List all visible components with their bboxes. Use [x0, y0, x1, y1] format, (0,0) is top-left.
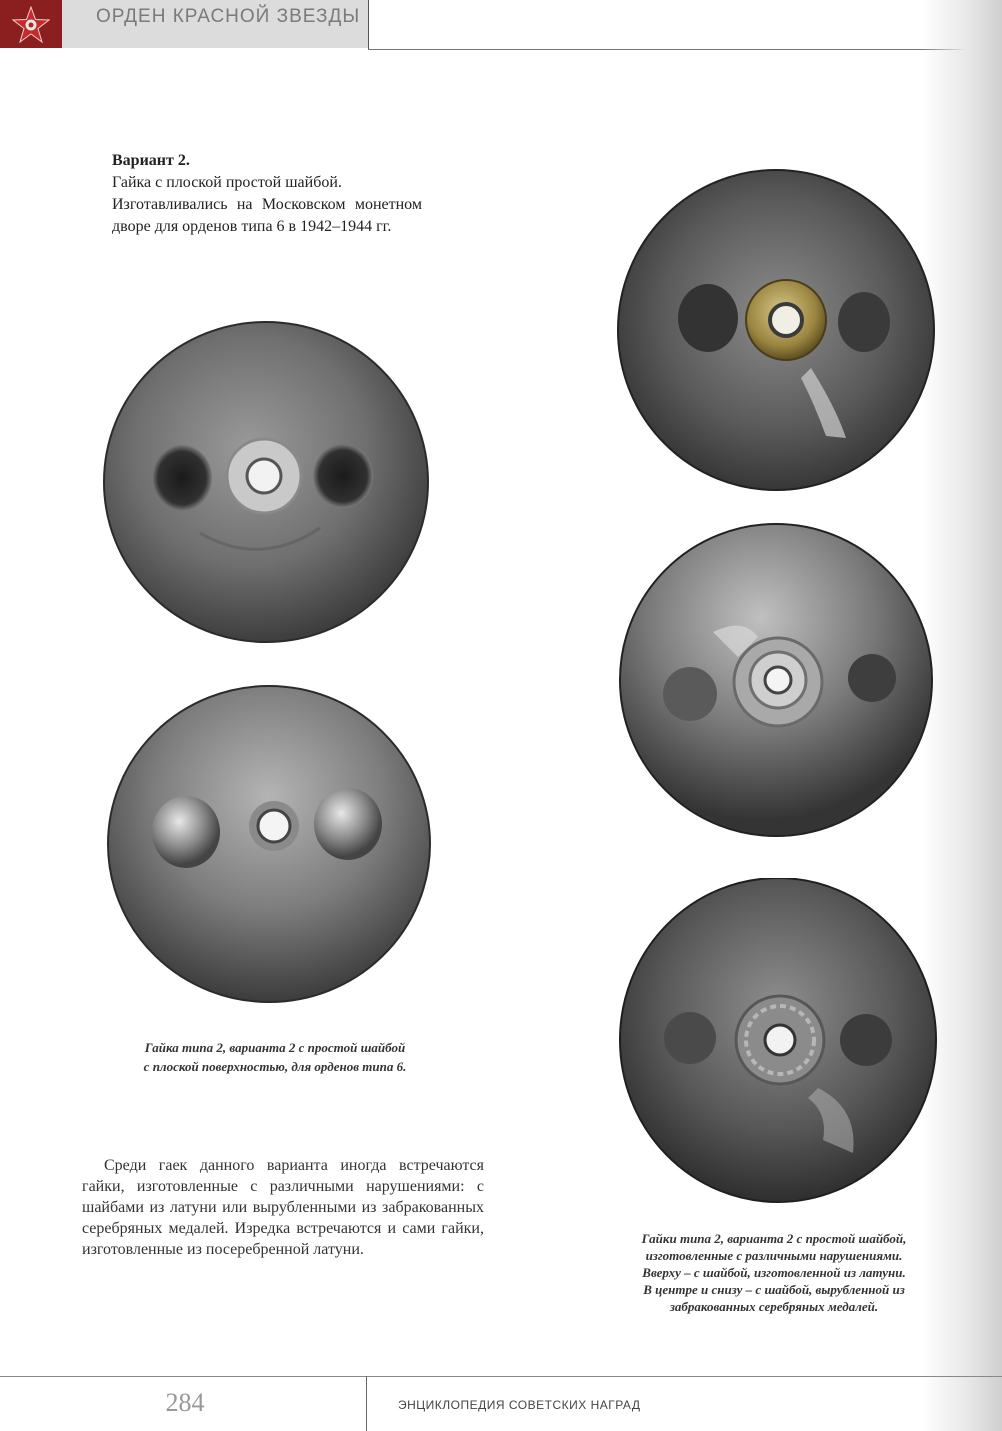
variant-line-1: Гайка с плоской простой шайбой. [112, 174, 342, 191]
red-star-order-icon [12, 6, 50, 44]
caption-right-line-4: В центре и снизу – с шайбой, вырубленной из [643, 1282, 905, 1297]
variant-description [112, 150, 422, 238]
caption-left-line-2: с плоской поверхностью, для орденов типа 6. [143, 1059, 407, 1074]
photo-nut-brass-washer [616, 168, 940, 494]
caption-right-line-2: изготовленные с различными нарушениями. [645, 1248, 903, 1263]
caption-right-line-1: Гайки типа 2, варианта 2 с простой шайбой, [641, 1231, 907, 1246]
caption-left [110, 1038, 440, 1076]
footer-divider [366, 1376, 367, 1431]
page-number: 284 [165, 1388, 205, 1417]
footer-title: ЭНЦИКЛОПЕДИЯ СОВЕТСКИХ НАГРАД [398, 1398, 641, 1412]
photo-nut-stamped-washer [618, 878, 940, 1208]
variant-line-2: Изготавливались на Московском монетном дворе для орденов типа 6 в 1942–1944 гг. [112, 196, 422, 235]
photo-nut-flat-washer [100, 318, 434, 650]
header-divider [368, 0, 369, 50]
body-paragraph-text: Среди гаек данного варианта иногда встречаются гайки, изготовленные с различными нарушениями: с шайбами из латуни или вырубленными из забракованных серебряных медалей. Изредка встречаются и сами гайки, изготовленные из посеребренной латуни. [82, 1157, 484, 1258]
caption-right [608, 1230, 940, 1315]
running-head-title: ОРДЕН КРАСНОЙ ЗВЕЗДЫ [96, 6, 361, 27]
photo-nut-plain-back [104, 682, 434, 1008]
caption-right-line-3: Вверху – с шайбой, изготовленной из латуни. [642, 1265, 906, 1280]
caption-right-line-5: забракованных серебряных медалей. [669, 1299, 879, 1314]
caption-left-line-1: Гайка типа 2, варианта 2 с простой шайбой [144, 1040, 406, 1055]
photo-nut-silver-washer [618, 522, 936, 840]
variant-heading: Вариант 2. [112, 152, 190, 169]
page-header [0, 0, 1002, 50]
header-rule [368, 49, 1002, 50]
header-emblem [0, 0, 64, 48]
body-paragraph [82, 1155, 484, 1260]
footer-rule [0, 1376, 1002, 1377]
